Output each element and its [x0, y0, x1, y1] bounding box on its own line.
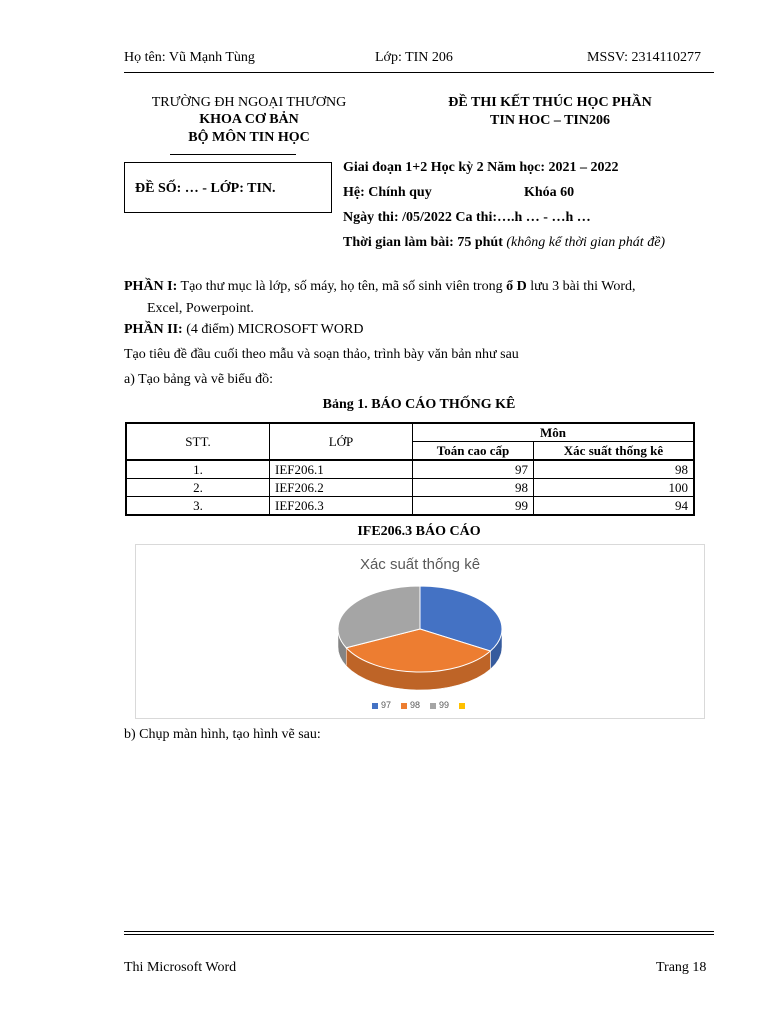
part1-line2: Excel, Powerpoint. [147, 301, 254, 316]
part1-label: PHẦN I: [124, 279, 178, 294]
header-lop: LỚP [270, 423, 413, 460]
footer-left: Thi Microsoft Word [124, 960, 237, 975]
cell-lop: IEF206.2 [270, 479, 413, 497]
cell-stt: 1. [126, 460, 270, 479]
student-name: Họ tên: Vũ Mạnh Tùng [124, 50, 255, 65]
table-row [126, 460, 694, 479]
table-caption: Bảng 1. BÁO CÁO THỐNG KÊ [322, 397, 516, 412]
part1-line1 [124, 279, 636, 295]
legend-swatch [430, 703, 436, 709]
exam-course: Khóa 60 [524, 185, 575, 200]
table-row [126, 497, 694, 516]
task-b: b) Chụp màn hình, tạo hình vẽ sau: [124, 727, 321, 742]
exam-system: Hệ: Chính quy [343, 185, 432, 200]
legend-item [401, 700, 420, 710]
legend-label: 97 [381, 700, 392, 710]
exam-duration-note: (không kể thời gian phát đề) [506, 235, 666, 250]
header-rule [124, 72, 714, 73]
cell-lop: IEF206.3 [270, 497, 413, 516]
legend-item [459, 700, 468, 710]
table-row [126, 479, 694, 497]
cell-xs: 100 [533, 479, 694, 497]
legend-item [430, 700, 449, 710]
footer-rule-2 [124, 934, 714, 935]
part2-label: PHẦN II: [124, 322, 183, 337]
cell-toan: 97 [413, 460, 534, 479]
header-stt: STT. [126, 423, 270, 460]
part1-text-b: lưu 3 bài thi Word, [526, 279, 636, 294]
part1-drive: ổ D [506, 279, 527, 294]
instruction-text: Tạo tiêu đề đầu cuối theo mẫu và soạn thảo, trình bày văn bản như sau [124, 347, 519, 362]
legend-label: 99 [439, 700, 450, 710]
part2-text: (4 điểm) MICROSOFT WORD [182, 322, 364, 337]
footer-page: Trang 18 [656, 960, 707, 975]
exam-duration-label: Thời gian làm bài: 75 phút [343, 235, 503, 250]
legend-swatch [372, 703, 378, 709]
table-header-row [126, 423, 694, 442]
exam-duration [343, 235, 665, 251]
legend-swatch [459, 703, 465, 709]
school-underline [170, 154, 296, 155]
cell-stt: 3. [126, 497, 270, 516]
cell-toan: 98 [413, 479, 534, 497]
legend-label: 98 [410, 700, 421, 710]
statistics-table [125, 422, 695, 516]
exam-date: Ngày thi: /05/2022 Ca thi:….h … - …h … [343, 210, 591, 225]
exam-subject: TIN HOC – TIN206 [490, 113, 610, 128]
chart-caption: IFE206.3 BÁO CÁO [357, 524, 481, 539]
cell-lop: IEF206.1 [270, 460, 413, 479]
cell-xs: 98 [533, 460, 694, 479]
cell-toan: 99 [413, 497, 534, 516]
school-name: TRƯỜNG ĐH NGOẠI THƯƠNG [151, 95, 347, 110]
chart-title: Xác suất thống kê [359, 556, 481, 573]
cell-xs: 94 [533, 497, 694, 516]
student-id: MSSV: 2314110277 [587, 50, 701, 65]
header-xs: Xác suất thống kê [533, 442, 694, 461]
legend-item [372, 700, 391, 710]
student-class: Lớp: TIN 206 [375, 50, 453, 65]
exam-period: Giai đoạn 1+2 Học kỳ 2 Năm học: 2021 – 2022 [343, 160, 619, 175]
exam-code-box [124, 162, 332, 213]
footer-rule-1 [124, 931, 714, 932]
exam-title: ĐỀ THI KẾT THÚC HỌC PHẦN [448, 95, 652, 110]
pie-chart [136, 545, 704, 718]
task-a: a) Tạo bảng và vẽ biểu đồ: [124, 372, 274, 387]
header-mon: Môn [413, 423, 695, 442]
exam-code: ĐỀ SỐ: … - LỚP: TIN. [135, 181, 276, 196]
part1-text-a: Tạo thư mục là lớp, số máy, họ tên, mã số sinh viên trong [177, 279, 507, 294]
part2-heading [124, 322, 363, 338]
cell-stt: 2. [126, 479, 270, 497]
pie-chart-frame [135, 544, 705, 719]
department-name: BỘ MÔN TIN HỌC [188, 130, 310, 145]
faculty-name: KHOA CƠ BẢN [199, 112, 299, 127]
legend-swatch [401, 703, 407, 709]
header-toan: Toán cao cấp [413, 442, 534, 461]
